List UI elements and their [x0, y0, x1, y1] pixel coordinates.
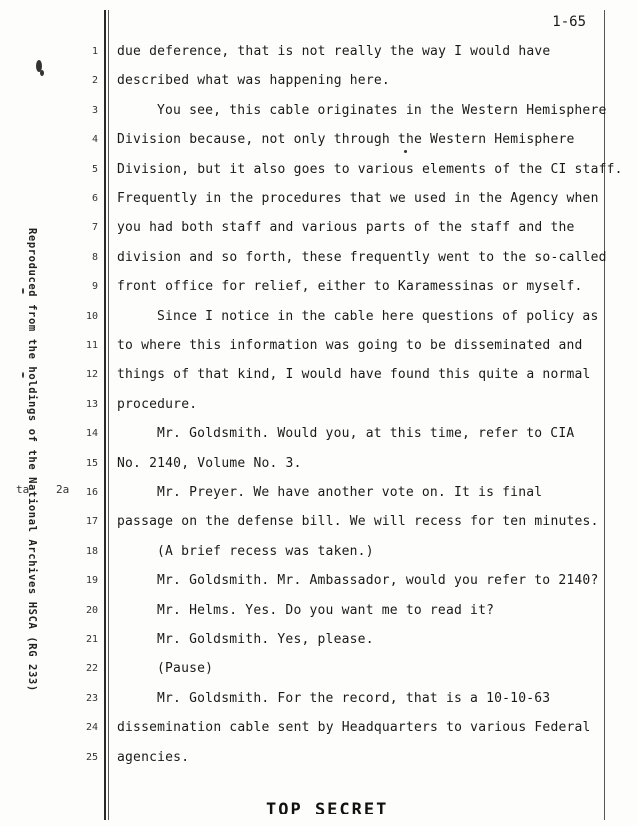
- line-number: 17: [85, 516, 98, 527]
- line-number: 2: [91, 75, 98, 86]
- transcript-line: division and so forth, these frequently went to the so-called: [117, 250, 607, 265]
- transcript-line: you had both staff and various parts of the staff and the: [117, 220, 575, 235]
- classification-stamp: TOP SECRET: [266, 800, 389, 814]
- margin-mark-ta: ta: [16, 483, 30, 496]
- scan-speck: [22, 372, 24, 378]
- line-number: 22: [85, 663, 98, 674]
- line-number: 11: [85, 340, 98, 351]
- right-margin-rule: [604, 10, 605, 820]
- line-number: 3: [91, 105, 98, 116]
- line-number: 7: [91, 222, 98, 233]
- transcript-line: things of that kind, I would have found this quite a normal: [117, 367, 591, 382]
- line-number: 14: [85, 428, 98, 439]
- transcript-line: Mr. Goldsmith. Yes, please.: [157, 632, 374, 647]
- transcript-line: Mr. Goldsmith. For the record, that is a 10-10-63: [157, 691, 551, 706]
- transcript-line: Mr. Preyer. We have another vote on. It is final: [157, 485, 543, 500]
- line-number: 24: [85, 722, 98, 733]
- line-number: 1: [91, 46, 98, 57]
- line-number: 10: [85, 311, 98, 322]
- transcript-line: Frequently in the procedures that we used in the Agency when: [117, 191, 599, 206]
- line-number: 20: [85, 605, 98, 616]
- line-number: 13: [85, 399, 98, 410]
- transcript-line: Since I notice in the cable here questions of policy as: [157, 309, 599, 324]
- line-number: 5: [91, 164, 98, 175]
- transcript-line: agencies.: [117, 750, 190, 765]
- margin-mark-2a: 2a: [56, 483, 70, 496]
- transcript-line: procedure.: [117, 397, 198, 412]
- line-number: 15: [85, 458, 98, 469]
- line-number: 8: [91, 252, 98, 263]
- transcript-line: (Pause): [157, 661, 214, 676]
- transcript-line: You see, this cable originates in the Western Hemisphere: [157, 103, 607, 118]
- line-number: 23: [85, 693, 98, 704]
- transcript-line: Mr. Helms. Yes. Do you want me to read it?: [157, 603, 495, 618]
- archive-side-note: Reproduced from the holdings of the National Archives HSCA (RG 233): [26, 228, 38, 692]
- scan-speck: [22, 288, 24, 294]
- transcript-line: due deference, that is not really the way I would have: [117, 44, 551, 59]
- transcript-line: No. 2140, Volume No. 3.: [117, 456, 302, 471]
- transcript-line: front office for relief, either to Karamessinas or myself.: [117, 279, 583, 294]
- line-number: 12: [85, 369, 98, 380]
- left-margin-rule-inner: [108, 10, 109, 820]
- line-number: 16: [85, 487, 98, 498]
- transcript-line: Division, but it also goes to various elements of the CI staff.: [117, 162, 623, 177]
- scan-speck: [404, 150, 407, 153]
- line-number: 21: [85, 634, 98, 645]
- line-number: 9: [91, 281, 98, 292]
- transcript-line: Mr. Goldsmith. Mr. Ambassador, would you refer to 2140?: [157, 573, 599, 588]
- left-margin-rule: [104, 10, 106, 820]
- line-number: 18: [85, 546, 98, 557]
- page-number: 1-65: [552, 14, 586, 30]
- line-number: 19: [85, 575, 98, 586]
- line-number: 4: [91, 134, 98, 145]
- line-number: 6: [91, 193, 98, 204]
- transcript-line: Mr. Goldsmith. Would you, at this time, refer to CIA: [157, 426, 575, 441]
- transcript-line: dissemination cable sent by Headquarters to various Federal: [117, 720, 591, 735]
- transcript-line: passage on the defense bill. We will recess for ten minutes.: [117, 514, 599, 529]
- transcript-line: (A brief recess was taken.): [157, 544, 374, 559]
- scan-speck: [40, 70, 44, 76]
- transcript-line: described what was happening here.: [117, 73, 390, 88]
- transcript-line: to where this information was going to be disseminated and: [117, 338, 583, 353]
- line-number: 25: [85, 752, 98, 763]
- transcript-line: Division because, not only through the Western Hemisphere: [117, 132, 575, 147]
